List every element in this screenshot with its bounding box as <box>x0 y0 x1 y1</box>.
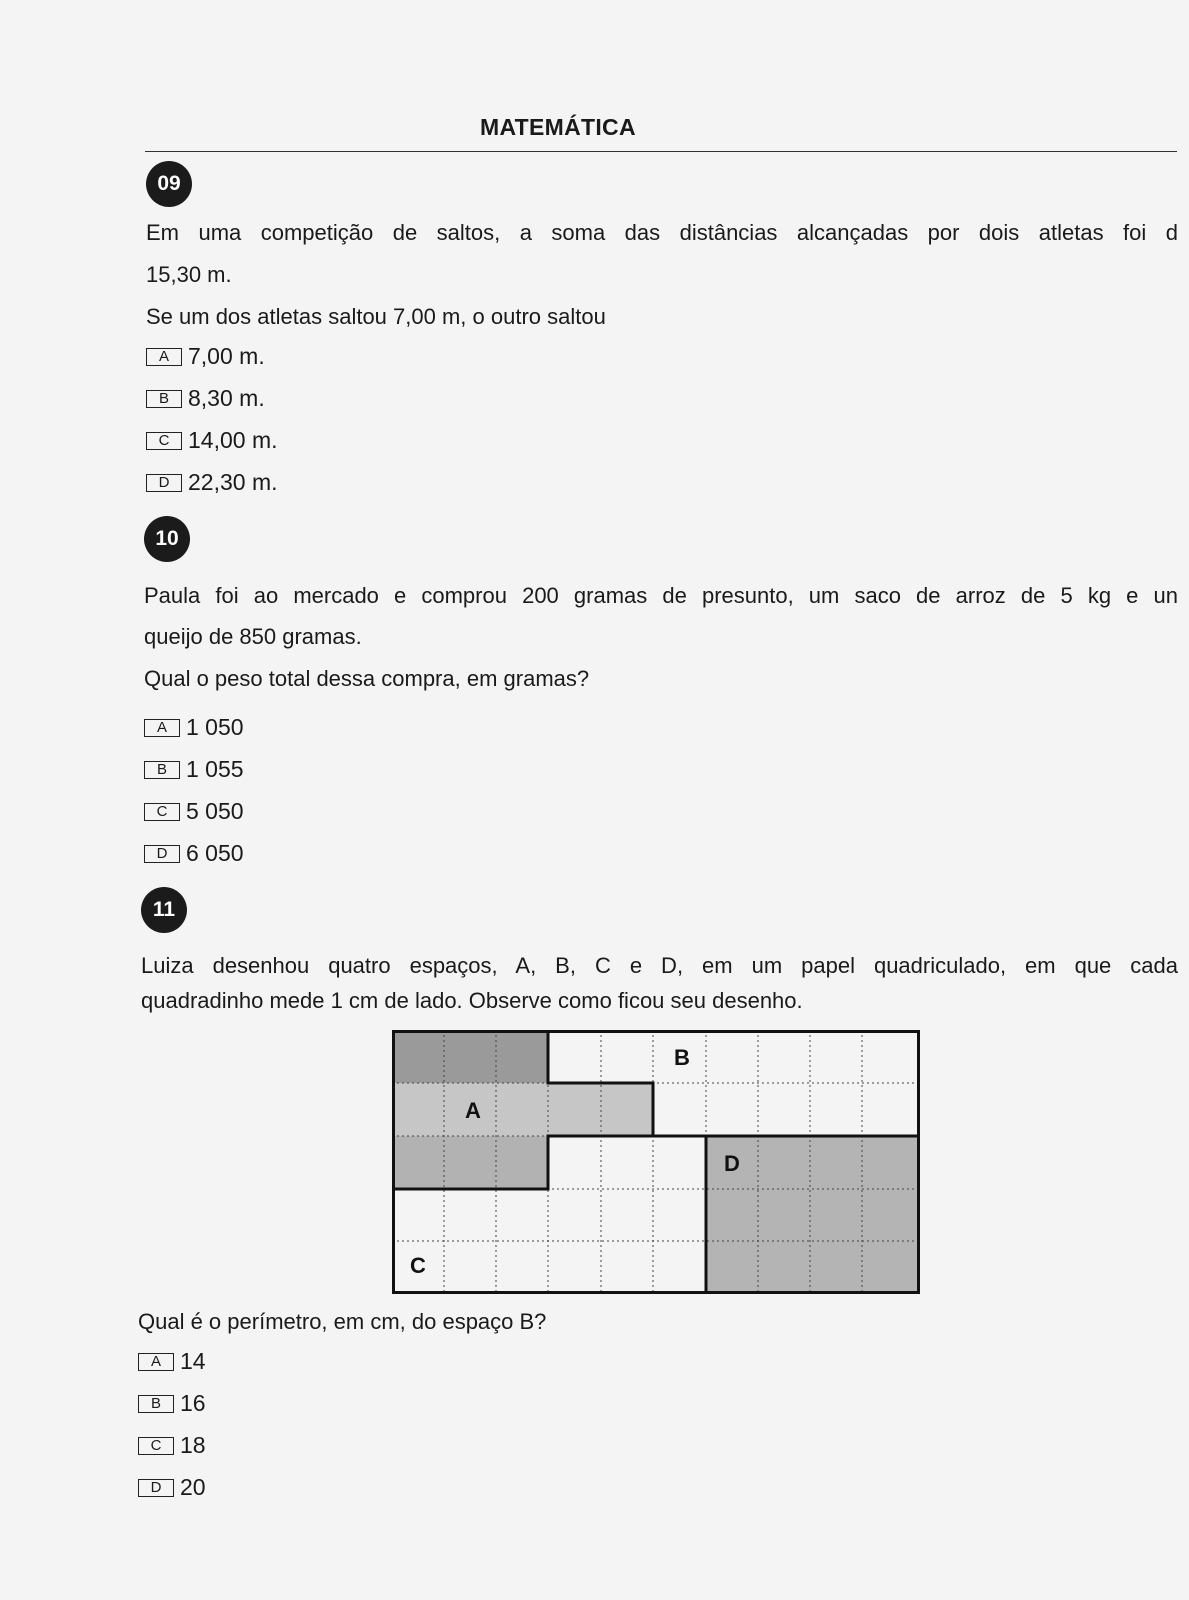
option-text: 18 <box>180 1432 206 1458</box>
question-text-line: Paula foi ao mercado e comprou 200 gramas de presunto, um saco de arroz de 5 kg e un <box>144 583 1178 608</box>
option-letter-box: C <box>144 803 180 821</box>
option-letter-box: D <box>146 474 182 492</box>
answer-option[interactable] <box>144 798 244 825</box>
answer-option[interactable] <box>146 427 278 454</box>
option-text: 22,30 m. <box>188 469 278 495</box>
answer-option[interactable] <box>144 840 244 867</box>
question-text-line: 15,30 m. <box>146 262 232 287</box>
question-number-badge: 09 <box>146 161 192 207</box>
answer-option[interactable] <box>146 343 265 370</box>
region-a-mid <box>392 1136 548 1189</box>
region-label-a: A <box>465 1098 481 1123</box>
option-text: 1 055 <box>186 756 244 782</box>
question-text-line: quadradinho mede 1 cm de lado. Observe como ficou seu desenho. <box>141 988 803 1013</box>
option-letter-box: B <box>146 390 182 408</box>
option-text: 16 <box>180 1390 206 1416</box>
answer-option[interactable] <box>138 1390 206 1417</box>
region-label-b: B <box>674 1045 690 1070</box>
question-number-badge: 11 <box>141 887 187 933</box>
option-text: 5 050 <box>186 798 244 824</box>
option-letter-box: A <box>144 719 180 737</box>
option-text: 14,00 m. <box>188 427 278 453</box>
answer-option[interactable] <box>138 1348 206 1375</box>
option-letter-box: A <box>146 348 182 366</box>
answer-option[interactable] <box>146 385 265 412</box>
page-title: MATEMÁTICA <box>480 114 636 140</box>
region-label-c: C <box>410 1253 426 1278</box>
option-letter-box: A <box>138 1353 174 1371</box>
region-label-d: D <box>724 1151 740 1176</box>
region-a-dark <box>392 1030 548 1083</box>
question-prompt: Qual é o perímetro, em cm, do espaço B? <box>138 1309 547 1334</box>
question-text-line: Luiza desenhou quatro espaços, A, B, C e D, em um papel quadriculado, em que cada <box>141 953 1178 978</box>
option-text: 1 050 <box>186 714 244 740</box>
option-letter-box: D <box>144 845 180 863</box>
question-prompt: Se um dos atletas saltou 7,00 m, o outro saltou <box>146 304 606 329</box>
answer-option[interactable] <box>144 714 244 741</box>
answer-option[interactable] <box>138 1432 206 1459</box>
option-text: 8,30 m. <box>188 385 265 411</box>
answer-option[interactable] <box>146 469 278 496</box>
option-letter-box: C <box>138 1437 174 1455</box>
option-letter-box: D <box>138 1479 174 1497</box>
question-number-badge: 10 <box>144 516 190 562</box>
option-text: 20 <box>180 1474 206 1500</box>
option-text: 7,00 m. <box>188 343 265 369</box>
question-prompt: Qual o peso total dessa compra, em gramas? <box>144 666 590 691</box>
answer-option[interactable] <box>138 1474 206 1501</box>
header-divider <box>145 151 1177 152</box>
option-letter-box: C <box>146 432 182 450</box>
question-text-line: Em uma competição de saltos, a soma das distâncias alcançadas por dois atletas foi d <box>146 220 1178 245</box>
region-a-light <box>392 1083 653 1136</box>
option-text: 6 050 <box>186 840 244 866</box>
answer-option[interactable] <box>144 756 244 783</box>
option-letter-box: B <box>138 1395 174 1413</box>
question-text-line: queijo de 850 gramas. <box>144 624 362 649</box>
option-text: 14 <box>180 1348 206 1374</box>
option-letter-box: B <box>144 761 180 779</box>
grid-figure <box>392 1030 920 1294</box>
